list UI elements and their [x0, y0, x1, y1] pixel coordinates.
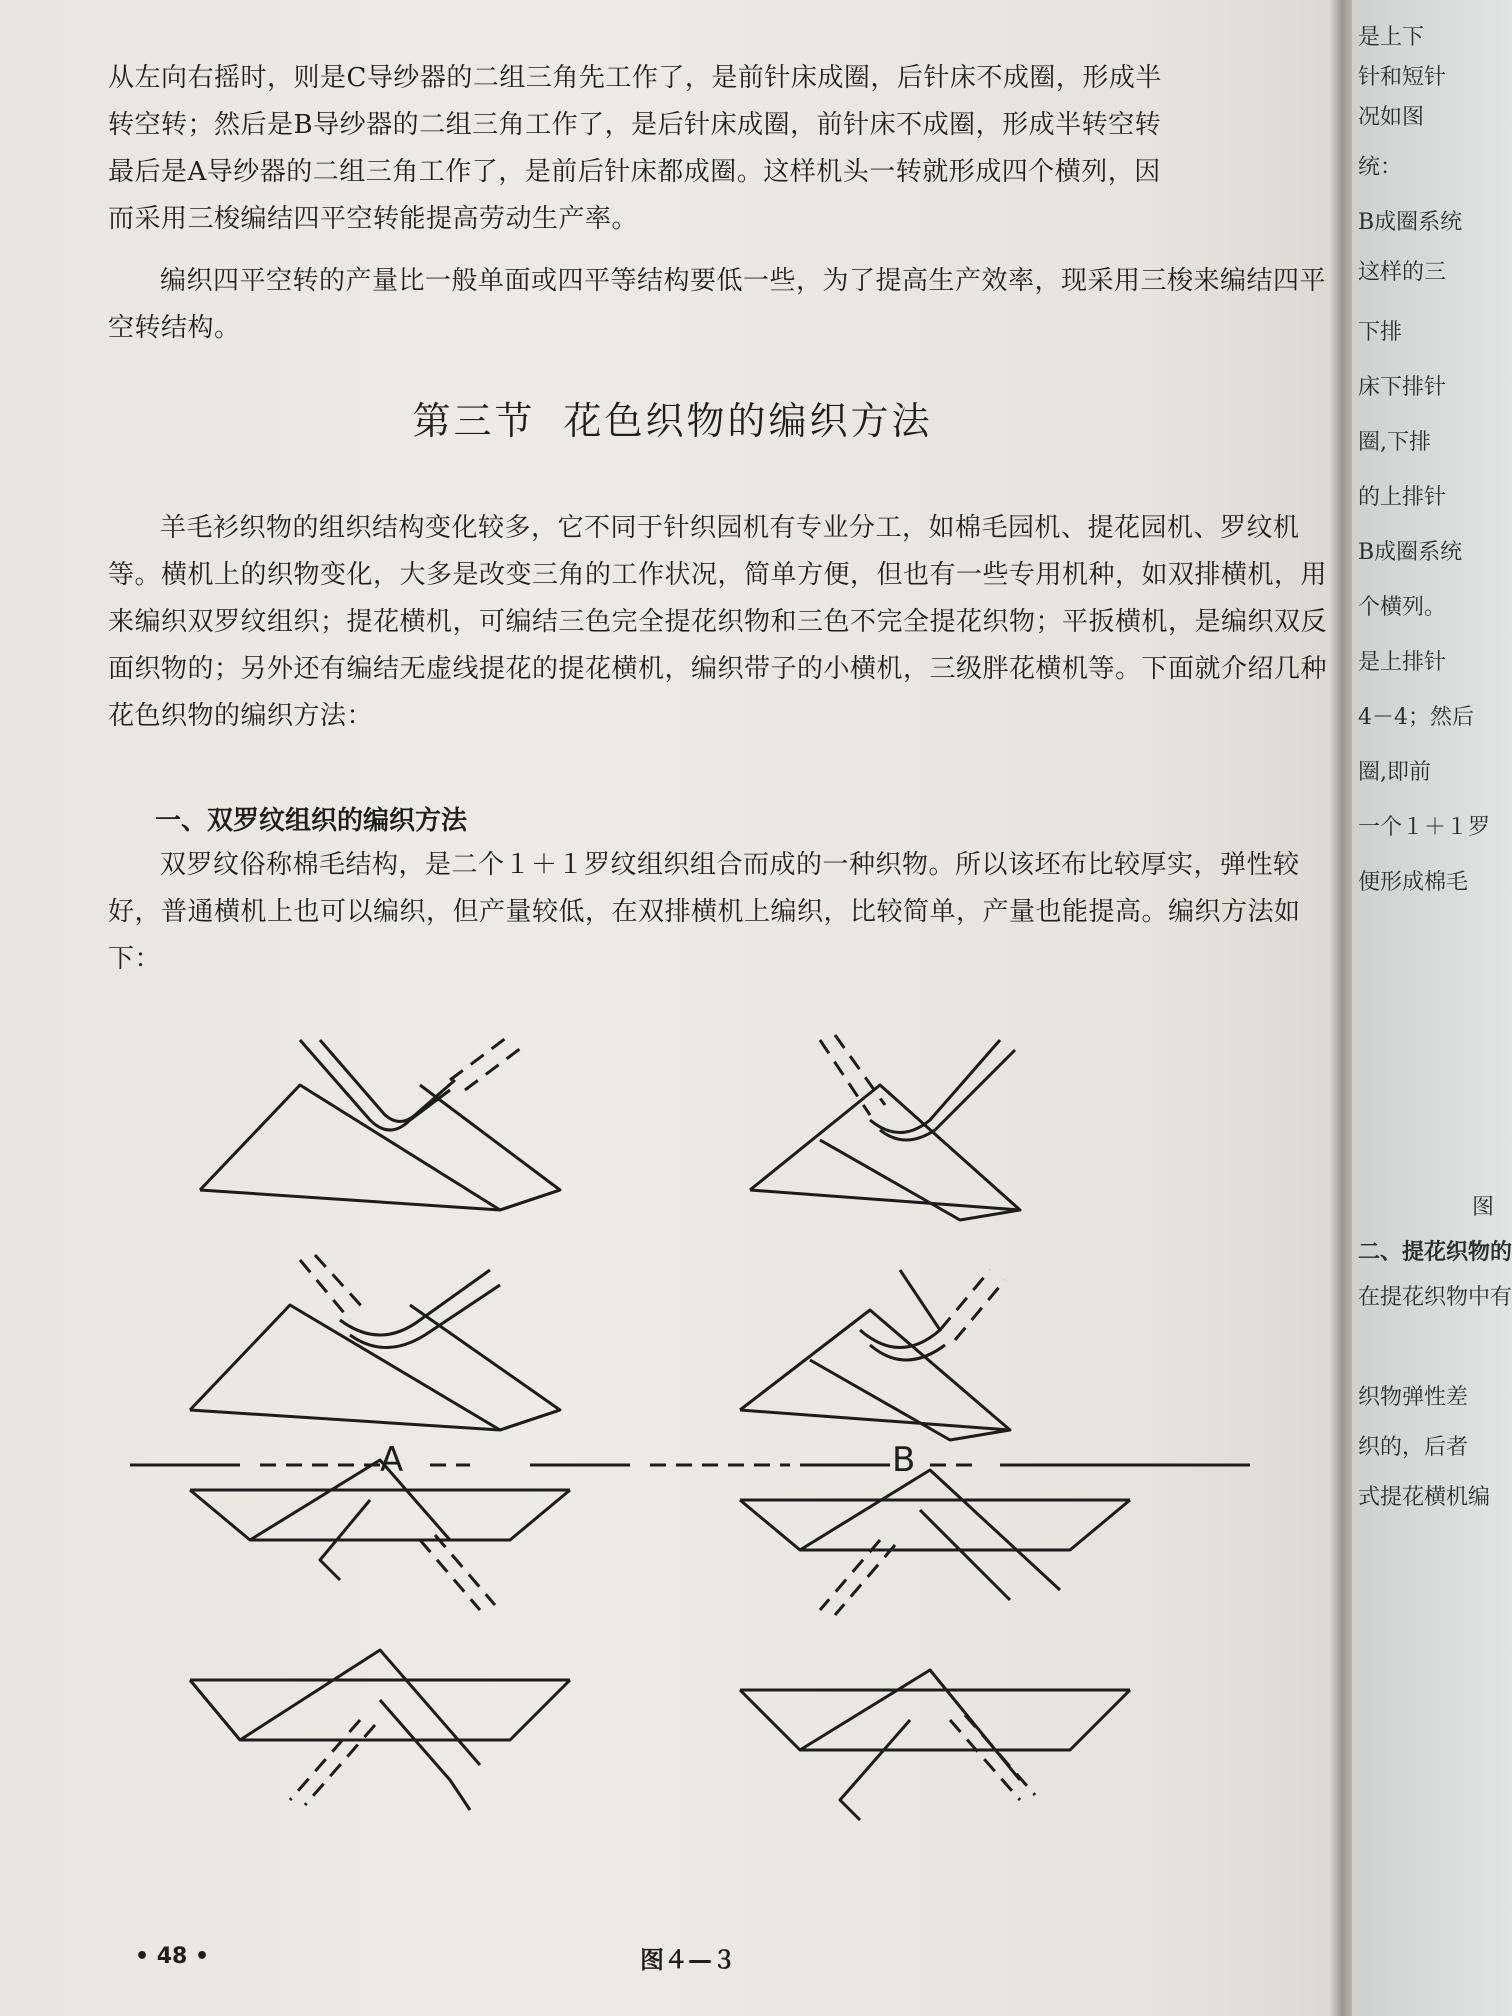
section-name: 花色织物的编织方法 — [563, 399, 933, 443]
next-page-line: 统： — [1358, 155, 1403, 180]
next-page-line: 的上排针 — [1358, 485, 1447, 510]
next-page-line: 在提花织物中有 — [1358, 1285, 1512, 1310]
next-page-line: 图 — [1472, 1195, 1495, 1220]
next-page-line: 是上排针 — [1358, 650, 1447, 675]
next-page-fragment — [1352, 0, 1512, 2016]
next-page-line: 况如图 — [1358, 105, 1425, 130]
cam-diagram — [120, 1020, 1250, 1920]
section-title — [0, 390, 1345, 445]
intro-line-3: 最后是A导纱器的二组三角工作了，是前后针床都成圈。这样机头一转就形成四个横列，因 — [108, 157, 1161, 187]
page-number: • 48 • — [135, 1944, 210, 1969]
next-page-line: 织的，后者 — [1358, 1435, 1469, 1460]
cam-diagram-b1 — [750, 1035, 1020, 1220]
next-page-line: 式提花横机编 — [1358, 1485, 1491, 1510]
cam-diagram-a4 — [190, 1650, 570, 1810]
section-number: 第三节 — [412, 399, 536, 443]
intro-line-4: 而采用三梭编结四平空转能提高劳动生产率。 — [108, 204, 639, 234]
cam-diagram-a1 — [200, 1035, 560, 1210]
cam-diagram-a3 — [190, 1460, 570, 1610]
next-page-line: 圈,下排 — [1358, 430, 1431, 455]
next-page-line: 二、提花织物的 — [1358, 1239, 1512, 1265]
next-page-line: 织物弹性差 — [1358, 1385, 1469, 1410]
next-page-line: 4－4；然后 — [1358, 705, 1474, 730]
cam-diagram-b3 — [740, 1470, 1130, 1615]
next-page-line: 下排 — [1358, 320, 1403, 345]
figure-label-a: A — [380, 1440, 404, 1480]
next-page-line: 圈,即前 — [1358, 760, 1431, 785]
next-page-line: 是上下 — [1358, 25, 1425, 50]
next-page-line: 这样的三 — [1358, 260, 1447, 285]
section-paragraph: 羊毛衫织物的组织结构变化较多，它不同于针织园机有专业分工，如棉毛园机、提花园机、罗纹机等。横机上的织物变化，大多是改变三角的工作状况，简单方便，但也有一些专用机种，如双排横机，用来编织双罗纹组织；提花横机，可编结三色完全提花织物和三色不完全提花织物；平扳横机，是编织双反面织物的；另外还有编结无虚线提花的提花横机，编织带子的小横机，三级胖花横机等。下面就介绍几种花色织物的编织方法： — [108, 513, 1328, 731]
next-page-line: 针和短针 — [1358, 65, 1447, 90]
next-page-line: 便形成棉毛 — [1358, 870, 1469, 895]
figure-caption: 图４—３ — [640, 1946, 736, 1974]
subheading: 一、双罗纹组织的编织方法 — [155, 806, 468, 836]
page-number-value: 48 — [156, 1944, 188, 1969]
second-paragraph: 编织四平空转的产量比一般单面或四平等结构要低一些，为了提高生产效率，现采用三梭来编结四平空转结构。 — [108, 266, 1327, 343]
next-page-line: 床下排针 — [1358, 375, 1447, 400]
next-page-line: B成圈系统 — [1358, 540, 1463, 565]
cam-diagram-figure — [120, 1020, 1250, 1920]
cam-diagram-a2 — [190, 1255, 560, 1430]
next-page-line: 一个１＋１罗 — [1358, 815, 1491, 840]
next-page-line: B成圈系统 — [1358, 210, 1463, 235]
intro-line-1: 从左向右摇时，则是C导纱器的二组三角先工作了，是前针床成圈，后针床不成圈，形成半 — [108, 63, 1162, 93]
cam-diagram-b2 — [740, 1270, 1010, 1440]
intro-line-2: 转空转；然后是B导纱器的二组三角工作了，是后针床成圈，前针床不成圈，形成半转空转 — [108, 110, 1162, 140]
figure-label-b: B — [892, 1440, 916, 1480]
cam-diagram-b4 — [740, 1670, 1130, 1820]
next-page-line: 个横列。 — [1358, 595, 1447, 620]
sub-paragraph: 双罗纹俗称棉毛结构，是二个１＋１罗纹组织组合而成的一种织物。所以该坯布比较厚实，弹性较好，普通横机上也可以编织，但产量较低，在双排横机上编织，比较简单，产量也能提高。编织方法如下： — [108, 850, 1301, 974]
